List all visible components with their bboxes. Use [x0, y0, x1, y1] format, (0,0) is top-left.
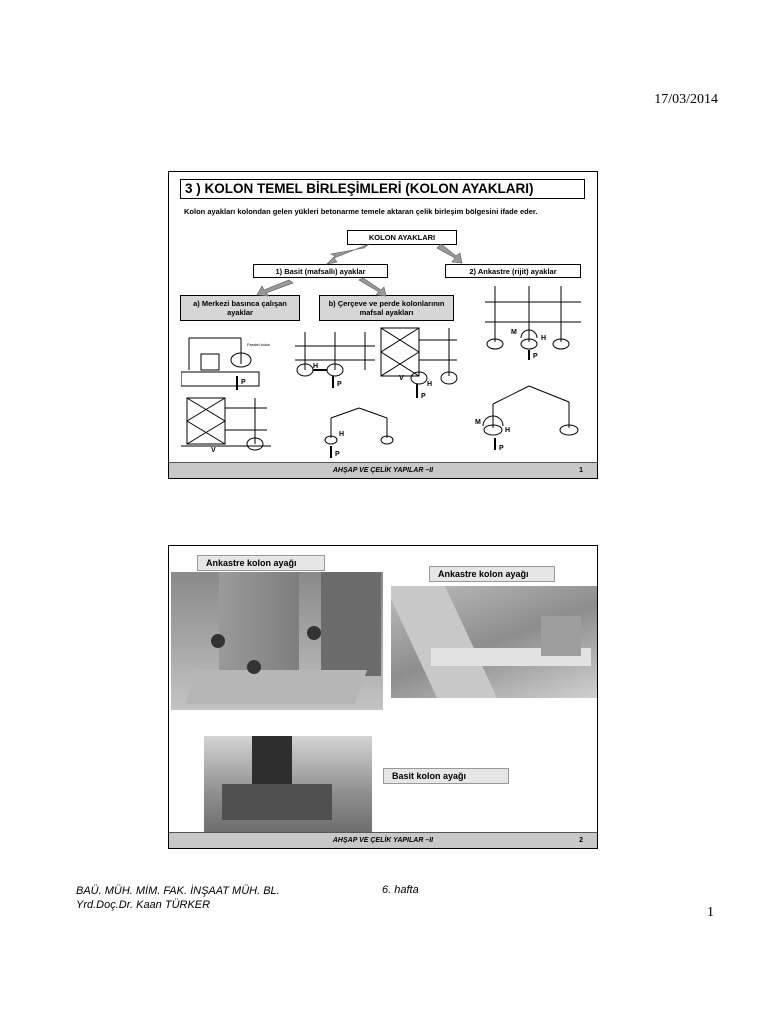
- slide-footer-text-2: AHŞAP VE ÇELİK YAPILAR –II: [332, 837, 434, 844]
- label-simple-base: Basit kolon ayağı: [383, 768, 509, 784]
- small-note: Paralel kolon: [247, 342, 271, 347]
- slide-footer-text: AHŞAP VE ÇELİK YAPILAR –II: [332, 467, 434, 474]
- slide-2: [168, 545, 598, 849]
- load-p-label-4: P: [335, 451, 340, 458]
- diagram-fixed-frame: [481, 282, 591, 362]
- slide-number-2: 2: [579, 837, 583, 844]
- slide-1: [168, 171, 598, 479]
- force-h-label: H: [313, 363, 319, 370]
- diagram-portal-fixed: [469, 380, 589, 456]
- week-label: 6. hafta: [382, 884, 419, 896]
- force-h-label-5: H: [505, 427, 511, 434]
- force-h-label-2: H: [427, 381, 433, 388]
- branch-fixed-box: 2) Ankastre (rijit) ayaklar: [445, 264, 581, 278]
- moment-m-label: M: [511, 329, 517, 336]
- load-p-label-2: P: [337, 381, 342, 388]
- root-box: KOLON AYAKLARI: [347, 230, 457, 245]
- load-p-label-3: P: [421, 393, 426, 400]
- force-h-label-3: H: [339, 431, 345, 438]
- label-fixed-base-1: Ankastre kolon ayağı: [197, 555, 325, 571]
- diagram-braced-frame-right: [377, 322, 477, 402]
- load-p-label: P: [241, 379, 246, 386]
- sub-a-box: a) Merkezi basınca çalışan ayaklar: [180, 295, 300, 321]
- diagram-frame-middle: [287, 324, 387, 394]
- sub-b-box: b) Çerçeve ve perde kolonlarının mafsal ayakları: [319, 295, 454, 321]
- photo-fixed-column-base-2: [391, 586, 597, 698]
- branch-simple-box: 1) Basit (mafsallı) ayaklar: [253, 264, 388, 278]
- slide-title: 3 ) KOLON TEMEL BİRLEŞİMLERİ (KOLON AYAKLARI): [180, 179, 585, 199]
- photo-simple-column-base: [204, 736, 372, 832]
- shear-v-label-right: V: [399, 375, 404, 382]
- author-line: Yrd.Doç.Dr. Kaan TÜRKER: [76, 899, 211, 911]
- diagram-portal-simple: [317, 404, 407, 460]
- photo-fixed-column-base-1: [171, 572, 383, 710]
- diagram-central-column: [181, 332, 281, 392]
- label-fixed-base-2: Ankastre kolon ayağı: [429, 566, 555, 582]
- page-number: 1: [707, 905, 714, 920]
- slide-footer-2: [169, 832, 597, 848]
- diagram-braced-frame-left: [181, 394, 273, 454]
- date: 17/03/2014: [654, 92, 718, 107]
- page-footer: [76, 884, 280, 912]
- moment-m-label-2: M: [475, 419, 481, 426]
- slide-footer: [169, 462, 597, 478]
- slide-number: 1: [579, 467, 583, 474]
- load-p-label-5: P: [533, 353, 538, 360]
- load-p-label-6: P: [499, 445, 504, 452]
- force-h-label-4: H: [541, 335, 547, 342]
- intro-text: Kolon ayakları kolondan gelen yükleri betonarme temele aktaran çelik birleşim bölgesini ifade eder.: [184, 207, 538, 216]
- shear-v-label-left: V: [211, 447, 216, 454]
- faculty-line: BAÜ. MÜH. MİM. FAK. İNŞAAT MÜH. BL.: [76, 885, 280, 897]
